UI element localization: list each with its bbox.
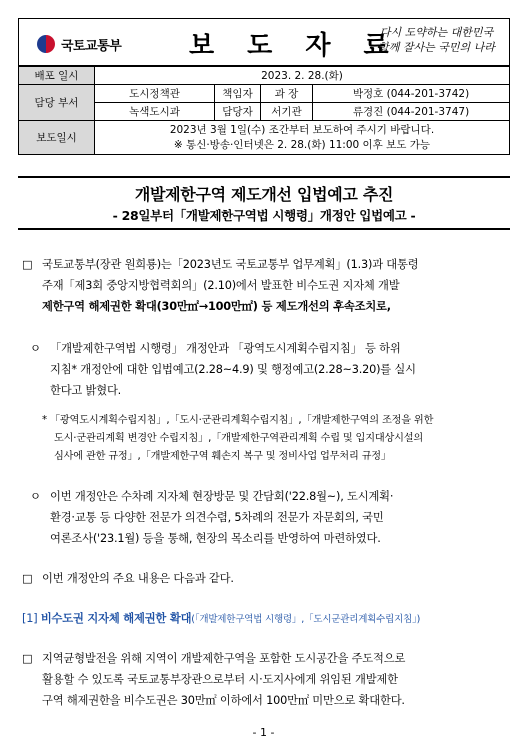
embargo-value [95, 121, 510, 155]
resp-title: 과 장 [261, 85, 313, 103]
resp-label: 책임자 [215, 85, 261, 103]
paragraph-2 [30, 338, 416, 401]
resp-contact: 박정호 (044-201-3742) [313, 85, 510, 103]
staff-label: 담당자 [215, 103, 261, 121]
p2-line-1: 「개발제한구역법 시행령」 개정안과 「광역도시계획수립지침」 등 하위 [50, 342, 401, 355]
p3-line-3: 여론조사('23.1월) 등을 통해, 현장의 목소리를 반영하여 마련하였다. [50, 532, 381, 545]
staff-title: 서기관 [261, 103, 313, 121]
note-line-1: * 「광역도시계획수립지침」,「도시·군관리계획수립지침」,「개발제한구역의 조정을 위한 [42, 415, 434, 426]
paragraph-3 [30, 486, 393, 549]
staff-contact: 류경진 (044-201-3747) [313, 103, 510, 121]
ministry-logo-icon [37, 35, 55, 53]
p1-line-3: 제한구역 해제권한 확대(30만㎡→100만㎡) 등 제도개선의 후속조치로, [42, 300, 391, 313]
headline-box [18, 176, 510, 230]
p3-line-2: 환경·교통 등 다양한 전문가 의견수렴, 5차례의 전문가 자문회의, 국민 [50, 511, 384, 524]
dept-1: 도시정책관 [95, 85, 215, 103]
main-title: 개발제한구역 제도개선 입법예고 추진 [134, 185, 394, 204]
section-1-refs: (「개발제한구역법 시행령」,「도시군관리계획수립지침」) [191, 614, 421, 625]
paragraph-1 [22, 254, 418, 317]
sub-title: - 28일부터「개발제한구역법 시행령」개정안 입법예고 - [112, 208, 416, 223]
embargo-line-1: 2023년 3월 1일(수) 조간부터 보도하여 주시기 바랍니다. [169, 123, 435, 136]
slogan-line-2: 함께 잘사는 국민의 나라 [378, 41, 495, 54]
ministry-name: 국토교통부 [61, 39, 122, 54]
embargo-line-2: ※ 통신·방송·인터넷은 2. 28.(화) 11:00 이후 보도 가능 [173, 138, 431, 151]
p5-line-2: 활용할 수 있도록 국토교통부장관으로부터 시·도지사에게 위임된 개발제한 [42, 673, 398, 686]
circle-bullet-icon: ㅇ [30, 490, 41, 503]
note-line-3: 심사에 관한 규정」,「개발제한구역 훼손지 복구 및 정비사업 업무처리 규정」 [54, 451, 391, 462]
p5-line-3: 구역 해제권한을 비수도권은 30만㎡ 이하에서 100만㎡ 미만으로 확대한다. [42, 694, 405, 707]
slogan-line-1: 다시 도약하는 대한민국 [379, 26, 494, 39]
release-label: 배포 일시 [19, 67, 95, 85]
square-bullet-icon: □ [22, 652, 33, 665]
square-bullet-icon: □ [22, 258, 33, 271]
p5-line-1: 지역균형발전을 위해 지역이 개발제한구역을 포함한 도시공간을 주도적으로 [42, 652, 406, 665]
release-value: 2023. 2. 28.(화) [95, 67, 510, 85]
p1-line-1: 국토교통부(장관 원희룡)는「2023년도 국토교통부 업무계획」(1.3)과 대통령 [42, 258, 419, 271]
paragraph-5 [22, 648, 405, 711]
press-release-title: 보 도 자 료 [189, 31, 401, 61]
page-number: - 1 - [252, 726, 275, 739]
dept-2: 녹색도시과 [95, 103, 215, 121]
circle-bullet-icon: ㅇ [30, 342, 41, 355]
p2-line-3: 한다고 밝혔다. [50, 384, 122, 397]
section-1-number: [1] [22, 612, 38, 625]
paragraph-4 [22, 568, 234, 589]
embargo-label: 보도일시 [19, 121, 95, 155]
slogan [364, 25, 509, 55]
note-line-2: 도시·군관리계획 변경안 수립지침」,「개발제한구역관리계획 수립 및 입지대상시설의 [54, 433, 424, 444]
section-1-title: 비수도권 지자체 해제권한 확대 [40, 612, 192, 625]
p4-line-1: 이번 개정안의 주요 내용은 다음과 같다. [42, 572, 234, 585]
p1-line-2: 주재「제3회 중앙지방협력회의」(2.10)에서 발표한 비수도권 지자체 개발 [42, 279, 400, 292]
footnote [42, 412, 433, 466]
square-bullet-icon: □ [22, 572, 33, 585]
press-header [18, 18, 510, 66]
p2-line-2: 지침* 개정안에 대한 입법예고(2.28~4.9) 및 행정예고(2.28~3.20)를 실시 [50, 363, 416, 376]
section-1-heading [22, 608, 420, 630]
p3-line-1: 이번 개정안은 수차례 지자체 현장방문 및 간담회('22.8월~), 도시계획· [50, 490, 394, 503]
release-info-table [18, 66, 510, 155]
dept-label: 담당 부서 [19, 85, 95, 121]
